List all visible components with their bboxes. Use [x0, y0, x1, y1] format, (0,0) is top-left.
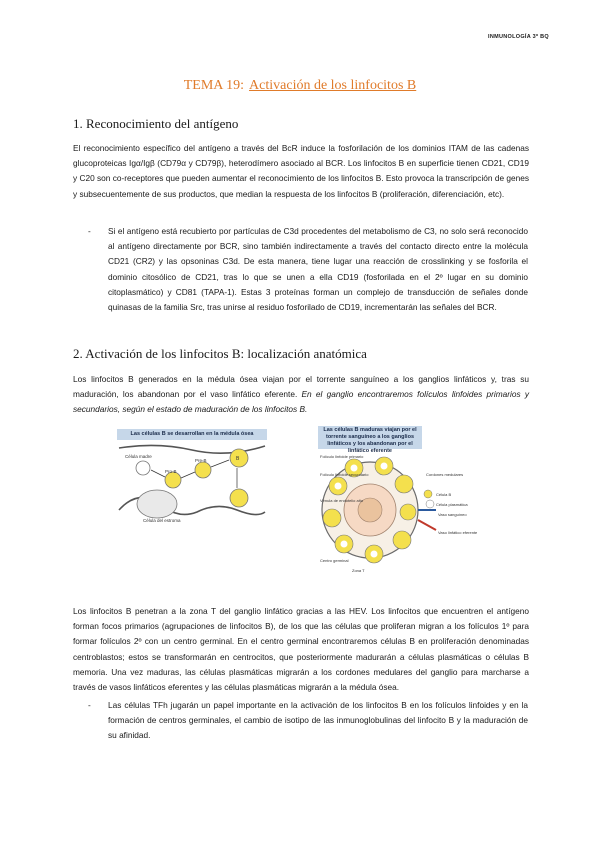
- label-follicle-secondary: Folículo linfoide secundario: [320, 472, 369, 477]
- label-b: B: [236, 456, 240, 462]
- lymph-node-illustration: [318, 450, 478, 586]
- section-heading-1: 1. Reconocimiento del antígeno: [73, 116, 239, 131]
- label-pro-b: Pro-B: [165, 469, 177, 474]
- label-efferent-vessel: Vaso linfático eferente: [438, 530, 478, 535]
- bone-marrow-illustration: [117, 440, 267, 539]
- section1-bullet: [88, 224, 528, 315]
- bullet-dash: -: [88, 226, 91, 236]
- label-follicle-primary: Folículo linfoide primario: [320, 454, 364, 459]
- section2-paragraph-italic: En el ganglio encontraremos folículos linfoides primarios y secundarios, según el estado de maduración de los linfocitos B.: [73, 389, 529, 415]
- label-stroma: Célula del estroma: [143, 518, 181, 523]
- section1-bullet-text: Si el antígeno está recubierto por partículas de C3d procedentes del metabolismo de C3, no solo será reconocido al antígeno directamente por BCR, sino también indirectamente a través del contacto directo entre la molécula CD21 (CR2) y las opsoninas C3d. De esta manera, tiene lugar una reacción de crosslinking y se fosforila el dominio citosólico de CD21, tras lo que se unen a ella CD19 (fosforilada en el 2º lugar en su dominio citoplasmático) y CD81 (TAPA-1). Estas 3 proteínas forman un complejo de transducción de señales donde quinasas de la familia Src, tras unirse al residuo fosforilado de CD19, incrementarán las señales del BCR.: [108, 226, 528, 313]
- figure-lymph-node: [318, 426, 478, 586]
- section2-bullet: [88, 698, 528, 744]
- bullet-dash: -: [88, 700, 91, 710]
- label-blood-vessel: Vaso sanguíneo: [438, 512, 467, 517]
- title-topic: Activación de los linfocitos B: [249, 78, 417, 93]
- figure-right-caption: Las células B maduras viajan por el torrente sanguíneo a los ganglios linfáticos y los abandonan por el linfático eferente: [318, 426, 422, 449]
- page-header: INMUNOLOGÍA 3º BQ: [488, 34, 549, 40]
- section2-paragraph-plain: Los linfocitos B generados en la médula ósea viajan por el torrente sanguíneo a los ganglios linfáticos y, tras su maduración, los abandonan por el vaso linfático eferente.: [73, 374, 529, 400]
- label-pre-b: Pre-B: [195, 458, 207, 463]
- figure-bone-marrow: [117, 429, 267, 539]
- label-hev: Vénula de endotelio alto: [320, 498, 363, 503]
- label-plasma-cell: Célula plasmática: [436, 502, 468, 507]
- title-prefix: TEMA 19:: [183, 78, 245, 93]
- section-heading-2: 2. Activación de los linfocitos B: localización anatómica: [73, 346, 367, 361]
- page-title: [0, 78, 600, 94]
- section2-paragraph-2: Los linfocitos B penetran a la zona T del ganglio linfático gracias a las HEV. Los linfocitos que encuentren el antígeno forman focos primarios (agrupaciones de linfocitos B), de los que las células que proliferan migran a los folículos 1º para formar folículos 2º con un centro germinal. En el centro germinal encontraremos células B en proliferación denominadas centroblastos; estos se transformarán en centrocitos, que posteriormente madurarán a células plasmáticas o células B memoria. Una vez maduras, las células plasmáticas migrarán a los cordones medulares del ganglio para marcharse a través de vasos linfáticos eferentes y las células plasmáticas migrarán a la médula ósea.: [73, 606, 529, 693]
- section2-paragraph: [73, 372, 529, 418]
- label-germinal-center: Centro germinal: [320, 558, 349, 563]
- label-stem-cell: Célula madre: [125, 454, 152, 459]
- section1-paragraph: El reconocimiento específico del antígeno a través del BcR induce la fosforilación de los dominios ITAM de las cadenas glucoproteicas Igα/Igβ (CD79α y CD79β), heterodímero asociado al BCR. Los linfocitos B en superficie tienen CD21, CD19 y C20 son co-receptores que pueden aumentar el reconocimiento de los linfocitos B. Esto provoca la transcripción de genes y subsecuentemente de sus productos, que median la respuesta de los linfocitos B (proliferación, diferenciación, etc).: [73, 143, 529, 199]
- figure-left-caption: Las células B se desarrollan en la médula ósea: [117, 429, 267, 440]
- label-medullary-cords: Cordones medulares: [426, 472, 464, 477]
- section2-bullet-text: Las células TFh jugarán un papel importante en la activación de los linfocitos B en los folículos linfoides y en la formación de centros germinales, el cambio de isotipo de las inmunoglobulinas del linfocito B y la maduración de su afinidad.: [108, 700, 528, 741]
- label-b-cell: Célula B: [436, 492, 452, 497]
- label-zone-t: Zona T: [352, 568, 365, 573]
